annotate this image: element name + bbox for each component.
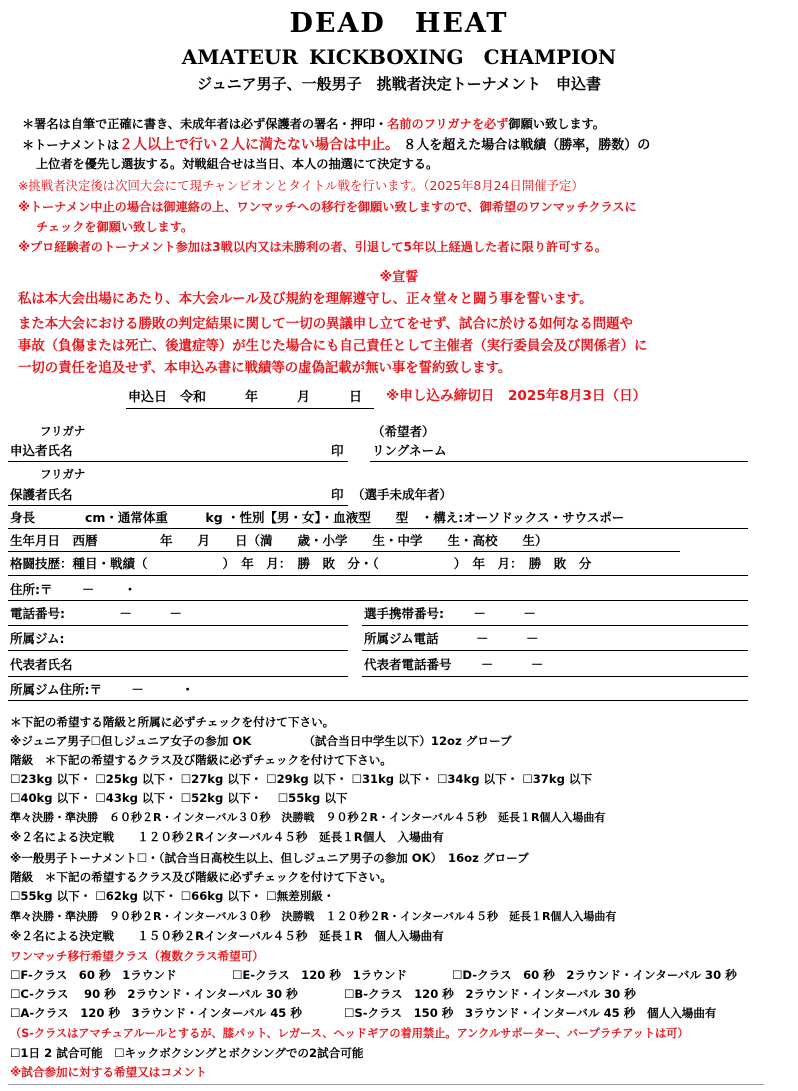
main-title: DEAD HEAT <box>289 8 509 39</box>
applicant-name-label: 申込者氏名 <box>10 443 73 458</box>
representative-field[interactable] <box>100 654 340 674</box>
oath-line: 事故（負傷または死亡、後遺症等）が生じた場合にも自己責任として主催者（実行委員会及び関係者）に <box>18 339 648 354</box>
body-info-row[interactable]: 身長 cm・通常体重 kg ・性別【男・女】・血液型 型 ・構え:オーソドックス・サウスポー <box>10 510 625 525</box>
guardian-name-field[interactable] <box>100 484 320 504</box>
general-decision-rules: ※２名による決定戦 １５０秒２Rインターバル４５秒 延長１R 個人入場曲有 <box>10 929 444 943</box>
oath-line: 一切の責任を追及せず、本申込み書に戦績等の虚偽記載が無い事を誓約致します。 <box>18 361 512 376</box>
note-title-match: ※挑戦者決定後は次回大会にて現チャンピオンとタイトル戦を行います。（2025年8月24日開催予定） <box>18 178 584 193</box>
junior-weight-options[interactable]: ☐40kg 以下・ ☐43kg 以下・ ☐52kg 以下・ ☐55kg 以下 <box>10 791 348 805</box>
ring-name-field[interactable] <box>460 440 740 460</box>
address-label: 住所:〒 － ・ <box>10 582 137 597</box>
general-rules: 準々決勝・準決勝 ９０秒２R・インターバル３０秒 決勝戦 １２０秒２R・インターバル４５秒 延長１R個人入場曲有 <box>10 910 617 923</box>
gym-address-label: 所属ジム住所:〒 － ・ <box>10 682 194 697</box>
seal-mark: 印 <box>331 487 344 502</box>
comment-field[interactable] <box>230 1064 760 1084</box>
oath-heading: ※宣誓 <box>379 270 419 285</box>
onematch-class-a[interactable]: ☐A-クラス 120 秒 3ラウンド・インターバル 45 秒 <box>10 1006 302 1020</box>
onematch-class-d[interactable]: ☐D-クラス 60 秒 2ラウンド・インターバル 30 秒 <box>452 968 737 982</box>
guardian-name-label: 保護者氏名 <box>10 487 73 502</box>
general-option[interactable]: ※一般男子トーナメント☐・（試合当日高校生以上、但しジュニア男子の参加 OK） 16oz グローブ <box>10 851 529 865</box>
furigana-label: フリガナ <box>40 467 86 481</box>
general-weight-options[interactable]: ☐55kg 以下・ ☐62kg 以下・ ☐66kg 以下・ ☐無差別級・ <box>10 889 335 903</box>
representative-label: 代表者氏名 <box>10 657 73 672</box>
sub-title: AMATEUR KICKBOXING CHAMPION <box>181 45 617 69</box>
gym-field[interactable] <box>80 628 340 648</box>
note-text: ＊署名は自筆で正確に書き、未成年者は必ず保護者の署名・押印・ <box>22 117 388 131</box>
note-cancel-cont: チェックを御願い致します。 <box>36 220 194 234</box>
note-pro: ※プロ経験者のトーナメント参加は3戦以内又は未勝利の者、引退して5年以上経過した者に限り許可する。 <box>18 240 607 254</box>
address-field[interactable] <box>60 580 740 600</box>
note-text: ＊トーナメントは <box>22 138 120 152</box>
gym-phone-label: 所属ジム電話 － － <box>364 631 539 646</box>
note-text: 御願い致します。 <box>508 117 605 131</box>
junior-decision-rules: ※２名による決定戦 １２０秒２Rインターバル４５秒 延長１R個人 入場曲有 <box>10 830 444 844</box>
oath-line: また本大会における勝敗の判定結果に関して一切の異議申し立てをせず、試合に於ける如何なる問題や <box>18 317 633 332</box>
gym-label: 所属ジム: <box>10 631 65 646</box>
two-match-options[interactable]: ☐1日 2 試合可能 ☐キックボクシングとボクシングでの2試合可能 <box>10 1046 364 1060</box>
applicant-name-field[interactable] <box>100 440 320 460</box>
oath-line: 私は本大会出場にあたり、本大会ルール及び規約を理解遵守し、正々堂々と闘う事を誓います。 <box>18 292 593 307</box>
onematch-class-f[interactable]: ☐F-クラス 60 秒 1ラウンド <box>10 968 177 982</box>
junior-rules: 準々決勝・準決勝 ６０秒２R・インターバル３０秒 決勝戦 ９０秒２R・インターバル４５秒 延長１R個人入場曲有 <box>10 811 606 824</box>
phone-label: 電話番号: － － <box>10 606 182 621</box>
minor-label: （選手未成年者） <box>352 487 453 502</box>
form-title: ジュニア男子、一般男子 挑戦者決定トーナメント 申込書 <box>196 75 602 93</box>
onematch-class-s[interactable]: ☐S-クラス 150 秒 3ラウンド・インターバル 45 秒 個人入場曲有 <box>344 1006 717 1020</box>
note-signature <box>22 118 605 130</box>
representative-phone-label: 代表者電話番号 － － <box>364 657 544 672</box>
application-date[interactable]: 申込日 令和 年 月 日 <box>128 390 363 405</box>
note-text: ８人を超えた場合は戦績（勝率，勝数）の <box>403 138 651 153</box>
birthdate-row[interactable]: 生年月日 西暦 年 月 日（満 歳・小学 生・中学 生・高校 生） <box>10 533 548 548</box>
furigana-label: フリガナ <box>40 424 86 438</box>
onematch-class-b[interactable]: ☐B-クラス 120 秒 2ラウンド・インターバル 30 秒 <box>344 987 636 1001</box>
s-class-note: （S-クラスはアマチュアルールとするが、膝パット、レガース、ヘッドギアの着用禁止。アンクルサポーター、バープラチアットは可） <box>10 1027 689 1040</box>
onematch-class-c[interactable]: ☐C-クラス 90 秒 2ラウンド・インターバル 30 秒 <box>10 987 298 1001</box>
comment-label: ※試合参加に対する希望又はコメント <box>10 1065 207 1079</box>
ring-name-label: リングネーム <box>372 443 447 458</box>
junior-option[interactable]: ※ジュニア男子☐但しジュニア女子の参加 OK （試合当日中学生以下）12oz グローブ <box>10 734 512 748</box>
hope-label: （希望者） <box>372 424 435 439</box>
mobile-label: 選手携帯番号: － － <box>364 606 536 621</box>
onematch-class-e[interactable]: ☐E-クラス 120 秒 1ラウンド <box>232 968 408 982</box>
class-intro: ＊下記の希望する階級と所属に必ずチェックを付けて下さい。 <box>10 715 335 729</box>
note-selection: 上位者を優先し選抜する。対戦組合せは当日、本人の抽選にて決定する。 <box>36 157 439 171</box>
deadline: ※申し込み締切日 2025年8月3日（日） <box>386 388 647 404</box>
general-weight-note: 階級 ＊下記の希望するクラス及び階級に必ずチェックを付けて下さい。 <box>10 870 392 884</box>
note-highlight: ２人以上で行い２人に満たない場合は中止。 <box>119 137 400 153</box>
seal-mark: 印 <box>331 443 344 458</box>
gym-address-field[interactable] <box>120 680 740 700</box>
fighting-record-row[interactable]: 格闘技歴：種目・戦績（ ） 年 月： 勝 敗 分・（ ） 年 月： 勝 敗 分 <box>10 556 592 571</box>
note-cancel: ※トーナメン中止の場合は御連絡の上、ワンマッチへの移行を御願い致しますので、御希望のワンマッチクラスに <box>18 200 637 214</box>
junior-weight-note: 階級 ＊下記の希望するクラス及び階級に必ずチェックを付けて下さい。 <box>10 753 392 767</box>
junior-weight-options[interactable]: ☐23kg 以下・ ☐25kg 以下・ ☐27kg 以下・ ☐29kg 以下・ ☐31kg 以下・ ☐34kg 以下・ ☐37kg 以下 <box>10 772 593 786</box>
onematch-heading: ワンマッチ移行希望クラス（複数クラス希望可） <box>10 949 264 963</box>
note-highlight: 名前のフリガナを必ず <box>387 117 509 131</box>
note-tournament <box>22 138 650 152</box>
